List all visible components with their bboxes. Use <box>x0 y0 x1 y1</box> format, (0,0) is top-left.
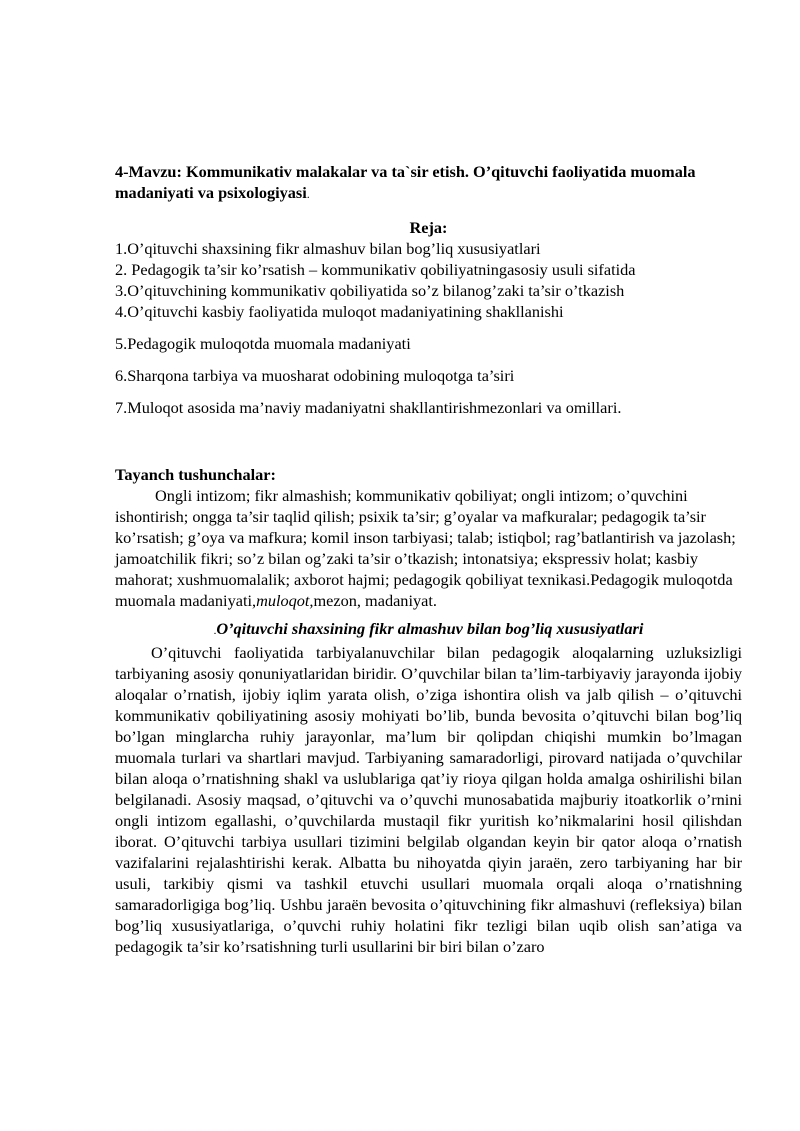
keywords-heading: Tayanch tushunchalar: <box>115 465 276 484</box>
keywords-italic: muloqot, <box>256 591 314 610</box>
title-text: 4-Mavzu: Kommunikativ malakalar va ta`sir etish. O’qituvchi faoliyatida muomala madaniyati va psixologiyasi <box>115 162 696 202</box>
plan-item: 7.Muloqot asosida ma’naviy madaniyatni shakllantirishmezonlari va omillari. <box>115 398 622 417</box>
document-content <box>115 161 742 957</box>
plan-item: 3.O’qituvchining kommunikativ qobiliyatida so’z bilanog’zaki ta’sir o’tkazish <box>115 281 625 300</box>
plan-item: 1.O’qituvchi shaxsining fikr almashuv bilan bog’liq xususiyatlari <box>115 239 541 258</box>
document-title <box>115 161 742 205</box>
keywords-end: mezon, madaniyat. <box>313 591 437 610</box>
plan-item: 6.Sharqona tarbiya va muosharat odobining muloqotga ta’siri <box>115 366 515 385</box>
keywords-text: Ongli intizom; fikr almashish; kommunikativ qobiliyat; ongli intizom; o’quvchini ishontirish; ongga ta’sir taqlid qilish; psixik ta’sir; g’oyalar va mafkuralar; pedagogik ta’sir ko’rsatish; g’oya va mafkura; komil inson tarbiyasi; talab; istiqbol; rag’batlantirish va jazolash; jamoatchilik fikri; so’z bilan og’zaki ta’sir o’tkazish; intonatsiya; ekspressiv holat; kasbiy mahorat; xushmuomalalik; axborot hajmi; pedagogik qobiliyat texnikasi.Pedagogik muloqotda muomala madaniyati, <box>115 486 736 610</box>
plan-list <box>115 238 742 418</box>
plan-heading: Reja: <box>409 218 448 237</box>
keywords-paragraph <box>115 485 742 611</box>
section-heading-text: O’qituvchi shaxsining fikr almashuv bilan bog’liq xususiyatlari <box>216 619 644 638</box>
plan-item: 5.Pedagogik muloqotda muomala madaniyati <box>115 334 411 353</box>
title-suffix: . <box>306 187 310 201</box>
plan-item: 2. Pedagogik ta’sir ko’rsatish – kommunikativ qobiliyatningasosiy usuli sifatida <box>115 260 636 279</box>
section-heading <box>115 618 742 642</box>
section-prefix: . <box>213 625 217 637</box>
plan-item: 4.O’qituvchi kasbiy faoliyatida muloqot madaniyatining shakllanishi <box>115 302 564 321</box>
body-paragraph: O’qituvchi faoliyatida tarbiyalanuvchilar bilan pedagogik aloqalarning uzluksizligi tarbiyaning asosiy qonuniyatlaridan biridir. O’quvchilar bilan ta’lim-tarbiyaviy jarayonda ijobiy aloqalar o’rnatish, ijobiy iqlim yarata olish, o’ziga ishontira olish va jalb qilish – o’qituvchi kommunikativ qobiliyatining asosiy mohiyati bo’lib, bunda bevosita o’qituvchi bilan bog’liq bo’lgan minglarcha ruhiy jarayonlar, ma’lum bir qolipdan chiqishi mumkin bo’lmagan muomala turlari va shartlari mavjud. Tarbiyaning samaradorligi, pirovard natijada o’quvchilar bilan aloqa o’rnatishning shakl va uslublariga qat’iy rioya qilgan holda amalga oshirilishi bilan belgilanadi. Asosiy maqsad, o’qituvchi va o’quvchi munosabatida majburiy itoatkorlik o’rnini ongli intizom egallashi, o’quvchilarda mustaqil fikr yuritish ko’nikmalarini hosil qilishdan iborat. O’qituvchi tarbiya usullari tizimini belgilab olgandan keyin bir qator aloqa o’rnatish vazifalarini rejalashtirishi kerak. Albatta bu nihoyatda qiyin jaraёn, zero tarbiyaning har bir usuli, tarkibiy qismi va tashkil etuvchi usullari muomala orqali aloqa o’rnatishning samaradorligiga bog’liq. Ushbu jaraёn bevosita o’qituvchining fikr almashuvi (refleksiya) bilan bog’liq xususiyatlariga, o’quvchi ruhiy holatini fikr tezligi bilan uqib olish san’atiga va pedagogik ta’sir ko’rsatishning turli usullarini bir biri bilan o’zaro <box>115 643 742 956</box>
